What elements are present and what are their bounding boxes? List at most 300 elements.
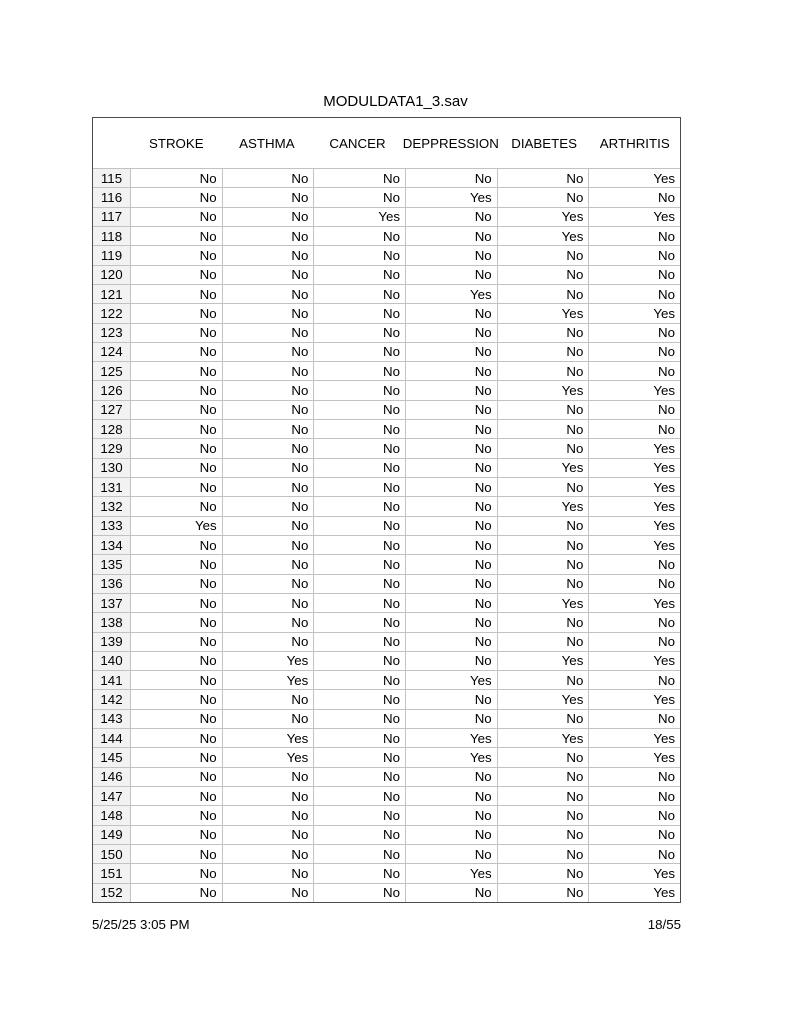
cell-deppression: No [405,478,497,496]
table-row [93,265,680,284]
row-number-cell: 148 [93,806,131,824]
cell-diabetes: No [497,826,589,844]
cell-diabetes: No [497,517,589,535]
cell-diabetes: Yes [497,690,589,708]
cell-stroke: No [199,421,217,437]
cell-asthma: No [222,304,314,322]
cell-cancer: No [313,227,405,245]
row-number-cell: 140 [93,652,131,670]
cell-asthma: No [222,864,314,882]
cell-diabetes: No [497,478,589,496]
row-number-cell: 152 [93,884,131,902]
cell-asthma: No [222,536,314,554]
row-number-cell: 118 [93,227,131,245]
cell-deppression: Yes [405,864,497,882]
table-row [93,632,680,651]
cell-deppression: No [405,381,497,399]
cell-arthritis: No [588,188,680,206]
cell-deppression: No [405,246,497,264]
cell-diabetes: Yes [497,381,589,399]
cell-asthma: Yes [222,652,314,670]
cell-cancer: No [313,555,405,573]
cell-deppression: No [405,227,497,245]
cell-diabetes: No [497,285,589,303]
data-table [92,117,681,903]
table-row [93,245,680,264]
cell-arthritis: No [588,555,680,573]
cell-asthma: No [222,517,314,535]
column-header-deppression: DEPPRESSION [402,135,499,151]
row-number-cell: 124 [93,343,131,361]
cell-stroke: No [199,711,217,727]
cell-cancer: No [313,633,405,651]
cell-asthma: No [222,401,314,419]
cell-arthritis: Yes [588,884,680,902]
cell-diabetes: No [497,613,589,631]
cell-diabetes: No [497,188,589,206]
cell-cancer: No [313,459,405,477]
table-row [93,284,680,303]
cell-asthma: Yes [222,748,314,766]
cell-stroke: No [199,556,217,572]
cell-asthma: No [222,806,314,824]
cell-deppression: No [405,710,497,728]
cell-asthma: No [222,381,314,399]
cell-diabetes: No [497,768,589,786]
cell-arthritis: Yes [588,478,680,496]
row-number-cell: 128 [93,420,131,438]
table-row [93,226,680,245]
cell-deppression: No [405,536,497,554]
table-row [93,863,680,882]
cell-deppression: No [405,439,497,457]
cell-asthma: No [222,188,314,206]
cell-arthritis: No [588,401,680,419]
cell-cancer: Yes [313,208,405,226]
cell-asthma: No [222,478,314,496]
row-number-cell: 132 [93,497,131,515]
cell-asthma: No [222,575,314,593]
cell-diabetes: No [497,401,589,419]
cell-cancer: No [313,401,405,419]
cell-stroke: No [199,595,217,611]
cell-deppression: No [405,633,497,651]
cell-deppression: No [405,594,497,612]
cell-cancer: No [313,594,405,612]
row-number-cell: 137 [93,594,131,612]
row-number-cell: 147 [93,787,131,805]
cell-asthma: No [222,459,314,477]
cell-arthritis: Yes [588,864,680,882]
table-row [93,651,680,670]
cell-asthma: No [222,845,314,863]
cell-stroke: No [199,788,217,804]
cell-asthma: No [222,710,314,728]
cell-cancer: No [313,613,405,631]
cell-diabetes: No [497,362,589,380]
row-number-cell: 130 [93,459,131,477]
table-row [93,883,680,902]
cell-cancer: No [313,864,405,882]
cell-arthritis: Yes [588,304,680,322]
cell-deppression: No [405,690,497,708]
table-row [93,535,680,554]
cell-diabetes: Yes [497,208,589,226]
cell-cancer: No [313,787,405,805]
cell-cancer: No [313,748,405,766]
cell-deppression: No [405,845,497,863]
cell-diabetes: No [497,555,589,573]
cell-arthritis: No [588,787,680,805]
cell-cancer: No [313,246,405,264]
cell-deppression: Yes [405,748,497,766]
cell-deppression: No [405,575,497,593]
cell-deppression: No [405,266,497,284]
cell-arthritis: No [588,575,680,593]
table-row [93,516,680,535]
table-row [93,323,680,342]
column-header-diabetes: DIABETES [511,135,578,151]
cell-stroke: No [199,228,217,244]
cell-arthritis: No [588,266,680,284]
table-row [93,612,680,631]
cell-arthritis: No [588,285,680,303]
cell-cancer: No [313,845,405,863]
cell-asthma: No [222,787,314,805]
cell-deppression: No [405,884,497,902]
column-header-arthritis: ARTHRITIS [599,135,670,151]
cell-deppression: No [405,517,497,535]
cell-cancer: No [313,343,405,361]
cell-cancer: No [313,806,405,824]
cell-cancer: No [313,884,405,902]
cell-deppression: No [405,304,497,322]
cell-cancer: No [313,690,405,708]
cell-diabetes: No [497,246,589,264]
cell-cancer: No [313,304,405,322]
cell-stroke: No [199,286,217,302]
table-row [93,458,680,477]
table-row [93,187,680,206]
row-number-cell: 144 [93,729,131,747]
table-row [93,593,680,612]
cell-stroke: No [199,614,217,630]
cell-arthritis: No [588,420,680,438]
page-footer [92,917,681,932]
row-number-cell: 116 [93,188,131,206]
cell-cancer: No [313,439,405,457]
row-number-cell: 127 [93,401,131,419]
table-header-row [93,118,680,168]
cell-stroke: No [199,692,217,708]
cell-asthma: No [222,362,314,380]
cell-stroke: No [199,363,217,379]
cell-asthma: No [222,690,314,708]
cell-arthritis: Yes [588,594,680,612]
cell-deppression: No [405,652,497,670]
row-number-cell: 146 [93,768,131,786]
cell-diabetes: No [497,169,589,187]
row-number-cell: 129 [93,439,131,457]
cell-stroke: No [199,344,217,360]
cell-diabetes: No [497,420,589,438]
cell-deppression: No [405,768,497,786]
cell-stroke: No [199,653,217,669]
cell-diabetes: No [497,633,589,651]
cell-stroke: No [199,885,217,901]
row-number-cell: 139 [93,633,131,651]
cell-arthritis: Yes [588,729,680,747]
table-row [93,786,680,805]
cell-arthritis: No [588,343,680,361]
cell-asthma: No [222,768,314,786]
row-number-cell: 117 [93,208,131,226]
cell-deppression: No [405,343,497,361]
cell-asthma: No [222,826,314,844]
cell-asthma: No [222,227,314,245]
cell-arthritis: Yes [588,536,680,554]
cell-arthritis: Yes [588,690,680,708]
footer-datetime: 5/25/25 3:05 PM [92,917,190,932]
row-number-cell: 122 [93,304,131,322]
table-row [93,496,680,515]
cell-arthritis: No [588,362,680,380]
cell-arthritis: Yes [588,459,680,477]
cell-cancer: No [313,188,405,206]
table-row [93,689,680,708]
cell-deppression: No [405,208,497,226]
cell-asthma: No [222,633,314,651]
cell-cancer: No [313,710,405,728]
table-row [93,554,680,573]
cell-stroke: No [199,479,217,495]
cell-deppression: No [405,497,497,515]
table-row [93,670,680,689]
cell-diabetes: Yes [497,497,589,515]
cell-arthritis: No [588,710,680,728]
cell-stroke: No [199,247,217,263]
cell-arthritis: No [588,227,680,245]
cell-deppression: No [405,826,497,844]
cell-asthma: No [222,343,314,361]
cell-stroke: No [199,441,217,457]
cell-deppression: Yes [405,285,497,303]
cell-diabetes: No [497,864,589,882]
cell-diabetes: Yes [497,729,589,747]
table-row [93,574,680,593]
table-row [93,805,680,824]
row-number-cell: 119 [93,246,131,264]
cell-stroke: No [199,402,217,418]
cell-cancer: No [313,536,405,554]
row-number-cell: 136 [93,575,131,593]
cell-cancer: No [313,575,405,593]
footer-page-number: 18/55 [647,917,681,932]
table-row [93,825,680,844]
row-number-cell: 125 [93,362,131,380]
table-row [93,728,680,747]
cell-cancer: No [313,420,405,438]
table-row [93,419,680,438]
table-row [93,844,680,863]
cell-arthritis: Yes [588,381,680,399]
cell-deppression: No [405,324,497,342]
cell-arthritis: No [588,671,680,689]
cell-asthma: No [222,246,314,264]
cell-stroke: No [199,325,217,341]
cell-arthritis: Yes [588,748,680,766]
cell-stroke: Yes [194,518,217,534]
row-number-cell: 145 [93,748,131,766]
cell-stroke: No [199,498,217,514]
row-number-cell: 150 [93,845,131,863]
cell-stroke: No [199,730,217,746]
cell-diabetes: No [497,748,589,766]
row-number-cell: 120 [93,266,131,284]
table-row [93,207,680,226]
cell-cancer: No [313,478,405,496]
cell-stroke: No [199,537,217,553]
row-number-cell: 134 [93,536,131,554]
cell-asthma: No [222,497,314,515]
cell-diabetes: Yes [497,459,589,477]
cell-stroke: No [199,865,217,881]
table-row [93,400,680,419]
row-number-cell: 141 [93,671,131,689]
cell-cancer: No [313,362,405,380]
cell-arthritis: No [588,768,680,786]
table-row [93,709,680,728]
cell-arthritis: No [588,633,680,651]
row-number-cell: 123 [93,324,131,342]
row-number-cell: 121 [93,285,131,303]
cell-stroke: No [199,460,217,476]
cell-arthritis: Yes [588,208,680,226]
document-title: MODULDATA1_3.sav [323,93,468,110]
cell-cancer: No [313,826,405,844]
cell-stroke: No [199,672,217,688]
cell-deppression: No [405,420,497,438]
cell-arthritis: No [588,613,680,631]
cell-deppression: No [405,613,497,631]
cell-arthritis: No [588,845,680,863]
cell-diabetes: Yes [497,652,589,670]
cell-cancer: No [313,652,405,670]
cell-stroke: No [199,305,217,321]
row-number-cell: 138 [93,613,131,631]
cell-arthritis: No [588,806,680,824]
cell-diabetes: Yes [497,304,589,322]
cell-cancer: No [313,729,405,747]
cell-cancer: No [313,497,405,515]
cell-arthritis: Yes [588,497,680,515]
cell-asthma: Yes [222,671,314,689]
column-header-stroke: STROKE [148,135,204,151]
cell-arthritis: Yes [588,517,680,535]
cell-deppression: No [405,806,497,824]
row-number-cell: 151 [93,864,131,882]
row-number-cell: 149 [93,826,131,844]
table-row [93,342,680,361]
cell-arthritis: Yes [588,439,680,457]
table-row [93,438,680,457]
cell-diabetes: No [497,266,589,284]
row-number-cell: 142 [93,690,131,708]
table-row [93,767,680,786]
cell-asthma: No [222,169,314,187]
cell-diabetes: No [497,343,589,361]
row-number-cell: 126 [93,381,131,399]
cell-deppression: Yes [405,188,497,206]
table-row [93,747,680,766]
cell-deppression: Yes [405,729,497,747]
table-row [93,303,680,322]
table-row [93,380,680,399]
cell-stroke: No [199,189,217,205]
cell-asthma: No [222,266,314,284]
cell-arthritis: No [588,324,680,342]
cell-arthritis: Yes [588,652,680,670]
cell-cancer: No [313,324,405,342]
row-number-cell: 133 [93,517,131,535]
cell-diabetes: No [497,806,589,824]
cell-stroke: No [199,267,217,283]
cell-arthritis: No [588,246,680,264]
cell-cancer: No [313,285,405,303]
cell-diabetes: No [497,439,589,457]
cell-stroke: No [199,383,217,399]
cell-cancer: No [313,381,405,399]
cell-deppression: No [405,459,497,477]
cell-asthma: No [222,324,314,342]
cell-deppression: No [405,362,497,380]
cell-diabetes: No [497,324,589,342]
table-row [93,168,680,187]
cell-deppression: No [405,787,497,805]
cell-asthma: No [222,613,314,631]
cell-diabetes: No [497,787,589,805]
cell-stroke: No [199,769,217,785]
column-header-asthma: ASTHMA [239,135,295,151]
cell-cancer: No [313,768,405,786]
cell-asthma: Yes [222,729,314,747]
cell-asthma: No [222,594,314,612]
cell-cancer: No [313,169,405,187]
cell-asthma: No [222,555,314,573]
cell-asthma: No [222,439,314,457]
column-header-cancer: CANCER [329,135,386,151]
cell-diabetes: Yes [497,594,589,612]
cell-cancer: No [313,266,405,284]
cell-deppression: No [405,555,497,573]
cell-stroke: No [199,576,217,592]
cell-diabetes: Yes [497,227,589,245]
table-row [93,361,680,380]
cell-diabetes: No [497,845,589,863]
cell-stroke: No [199,170,217,186]
row-number-cell: 131 [93,478,131,496]
cell-deppression: Yes [405,671,497,689]
row-number-cell: 135 [93,555,131,573]
cell-stroke: No [199,827,217,843]
cell-asthma: No [222,420,314,438]
cell-arthritis: Yes [588,169,680,187]
cell-stroke: No [199,846,217,862]
cell-asthma: No [222,884,314,902]
cell-deppression: No [405,169,497,187]
cell-stroke: No [199,807,217,823]
cell-diabetes: No [497,536,589,554]
